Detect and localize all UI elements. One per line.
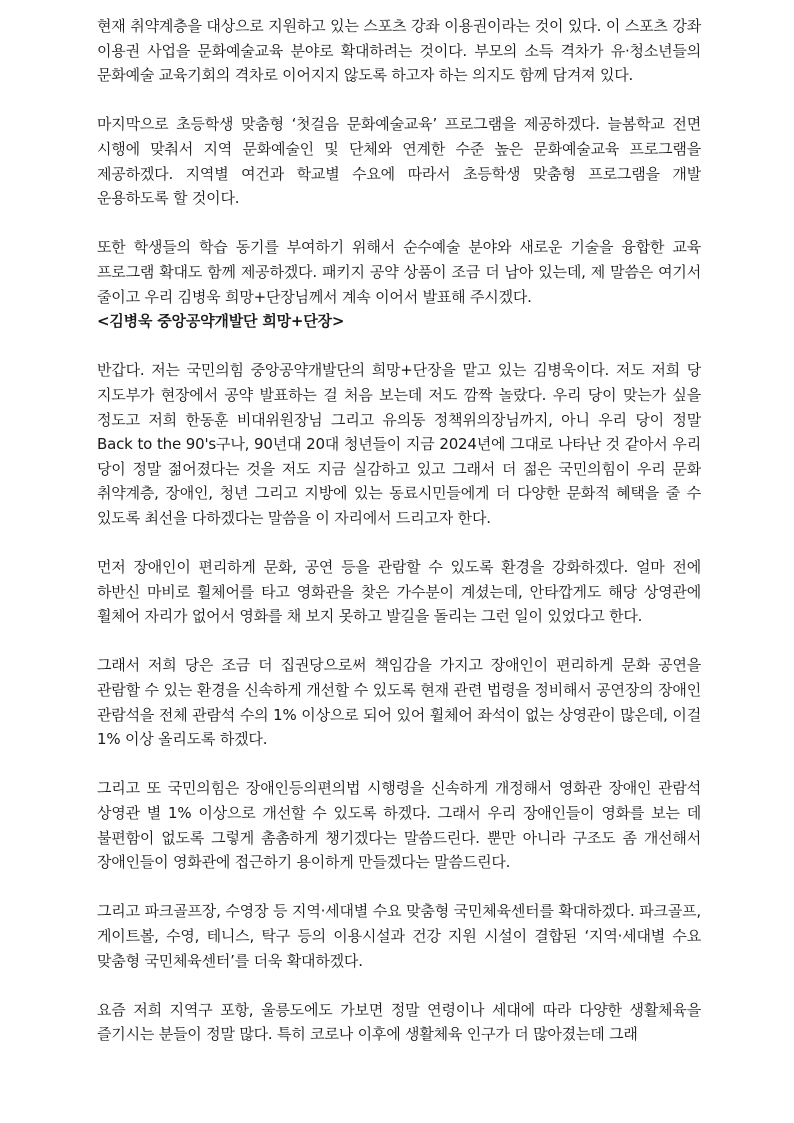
paragraph-enforcement-decree: 그리고 또 국민의힘은 장애인등의편의법 시행령을 신속하게 개정해서 영화관 장애인 관람석 상영관 별 1% 이상으로 개선할 수 있도록 하겠다. 그래서 우리 장애인들이 영화를 보는 데 불편함이 없도록 그렇게 촘촘하게 챙기겠다는 말씀드린다. 뿐만 아니라 구조도 좀 개선해서 장애인들이 영화관에 접근하기 용이하게 만들겠다는 말씀드린다. [97, 779, 701, 872]
paragraph-greeting: 반갑다. 저는 국민의힘 중앙공약개발단의 희망+단장을 맡고 있는 김병욱이다. 저도 저희 당 지도부가 현장에서 공약 발표하는 걸 처음 보는데 저도 깜짝 놀랐다. 우리 당이 맞는가 싶을 정도고 저희 한동훈 비대위원장님 그리고 유의동 정책위의장님까지, 아니 우리 당이 정말 Back to the 90's구나, 90년대 20대 청년들이 지금 2024년에 그대로 나타난 것 같아서 우리 당이 정말 젊어졌다는 것을 저도 지금 실감하고 있고 그래서 더 젊은 국민의힘이 우리 문화 취약계층, 장애인, 청년 그리고 지방에 있는 동료시민들에게 더 다양한 문화적 혜택을 줄 수 있도록 최선을 다하겠다는 말씀을 이 자리에서 드리고자 한다. [97, 361, 701, 527]
document-body [97, 14, 701, 1072]
paragraph-sports-center: 그리고 파크골프장, 수영장 등 지역·세대별 수요 맞춤형 국민체육센터를 확대하겠다. 파크골프, 게이트볼, 수영, 테니스, 탁구 등의 이용시설과 건강 지원 시설이 결합된 ‘지역·세대별 수요 맞춤형 국민체육센터’를 더욱 확대하겠다. [97, 902, 701, 970]
paragraph-elementary-program: 마지막으로 초등학생 맞춤형 ‘첫걸음 문화예술교육’ 프로그램을 제공하겠다. 늘봄학교 전면 시행에 맞춰서 지역 문화예술인 및 단체와 연계한 수준 높은 문화예술교육 프로그램을 제공하겠다. 지역별 여건과 학교별 수요에 따라서 초등학생 맞춤형 프로그램을 개발 운용하도록 할 것이다. [97, 115, 701, 208]
paragraph-local-sports: 요즘 저희 지역구 포항, 울릉도에도 가보면 정말 연령이나 세대에 따라 다양한 생활체육을 즐기시는 분들이 정말 많다. 특히 코로나 이후에 생활체육 인구가 더 많아졌는데 그래 [97, 1000, 701, 1044]
speaker-heading: <김병욱 중앙공약개발단 희망+단장> [97, 312, 345, 331]
paragraph-convergence-education: 또한 학생들의 학습 동기를 부여하기 위해서 순수예술 분야와 새로운 기술을 융합한 교육 프로그램 확대도 함께 제공하겠다. 패키지 공약 상품이 조금 더 남아 있는데, 제 말씀은 여기서 줄이고 우리 김병욱 희망+단장님께서 계속 이어서 발표해 주시겠다. [97, 238, 701, 306]
paragraph-seating-law: 그래서 저희 당은 조금 더 집권당으로써 책임감을 가지고 장애인이 편리하게 문화 공연을 관람할 수 있는 환경을 신속하게 개선할 수 있도록 현재 관련 법령을 정비해서 공연장의 장애인 관람석을 전체 관람석 수의 1% 이상으로 되어 있어 휠체어 좌석이 없는 상영관이 많은데, 이걸 1% 이상 올리도록 하겠다. [97, 656, 701, 749]
paragraph-accessibility: 먼저 장애인이 편리하게 문화, 공연 등을 관람할 수 있도록 환경을 강화하겠다. 얼마 전에 하반신 마비로 휠체어를 타고 영화관을 찾은 가수분이 계셨는데, 안타깝게도 해당 상영관에 휠체어 자리가 없어서 영화를 채 보지 못하고 발길을 돌리는 그런 일이 있었다고 한다. [97, 558, 701, 626]
paragraph-culture-voucher: 현재 취약계층을 대상으로 지원하고 있는 스포츠 강좌 이용권이라는 것이 있다. 이 스포츠 강좌 이용권 사업을 문화예술교육 분야로 확대하려는 것이다. 부모의 소득 격차가 유·청소년들의 문화예술 교육기회의 격차로 이어지지 않도록 하고자 하는 의지도 함께 담겨져 있다. [97, 17, 701, 85]
